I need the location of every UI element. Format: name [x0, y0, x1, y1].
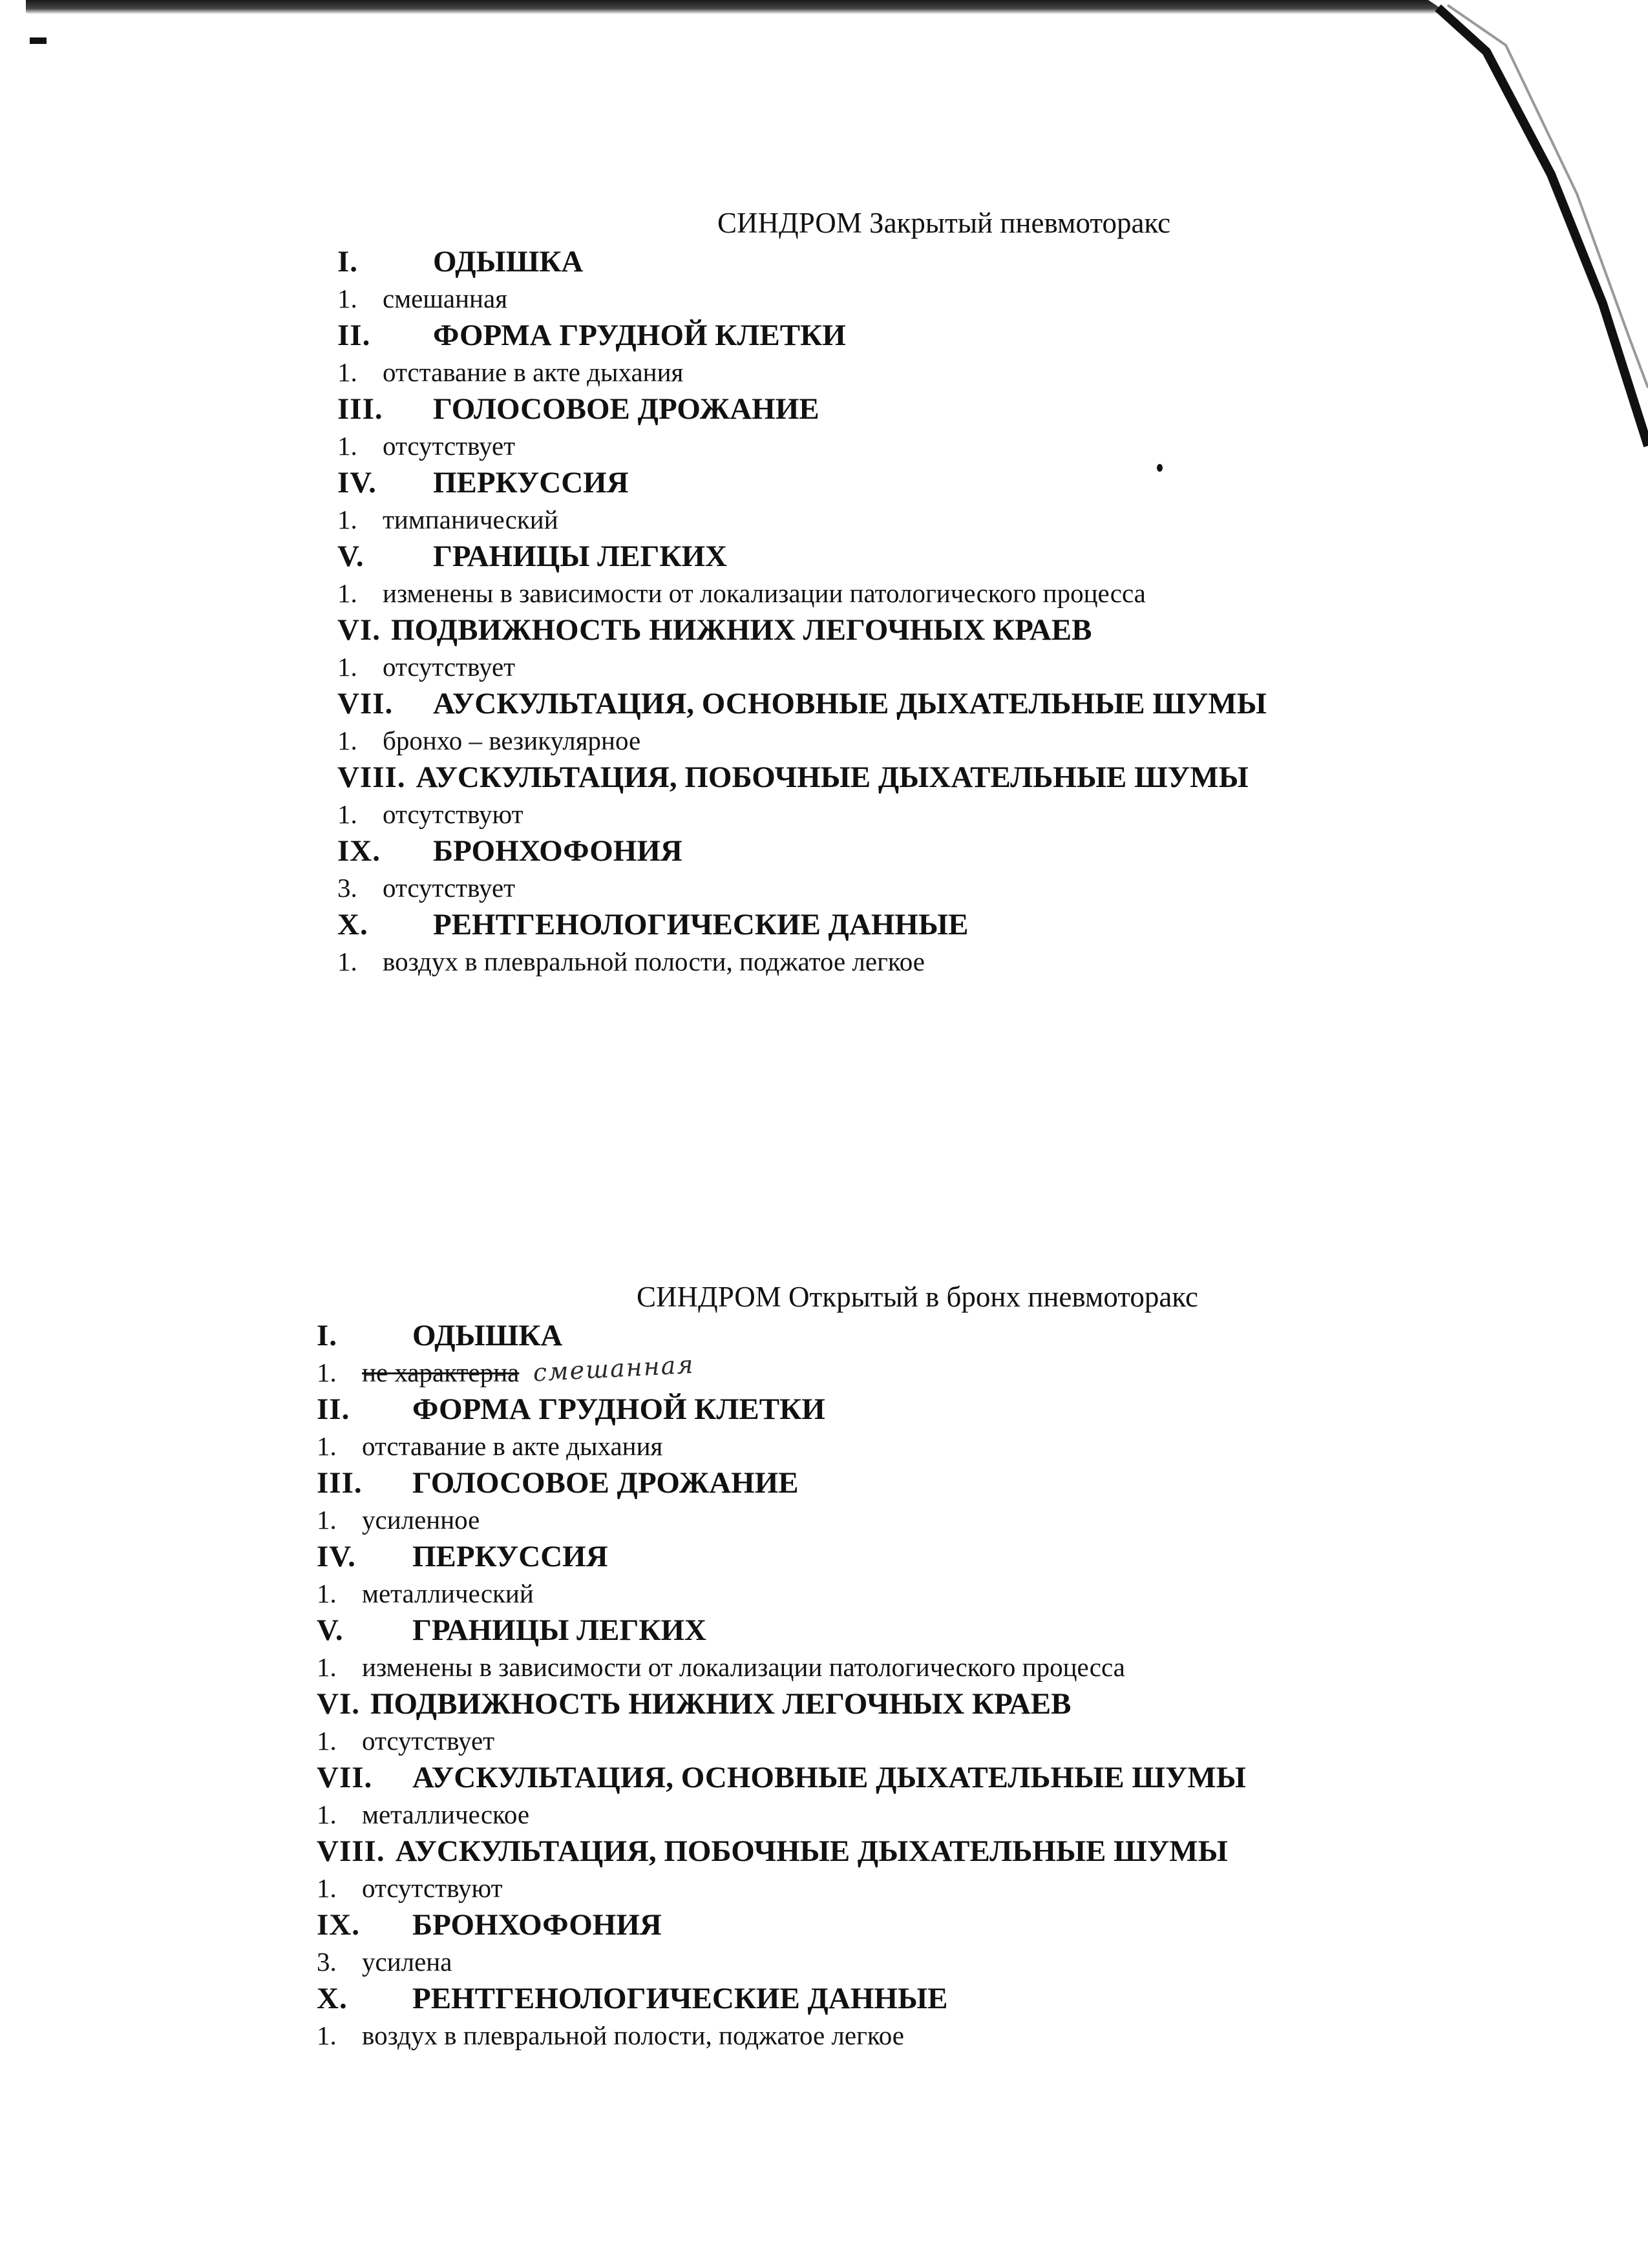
item-number: 1. [337, 947, 357, 976]
section-heading [337, 759, 1371, 796]
section-heading [337, 317, 1371, 354]
item-text: отсутствуют [383, 799, 523, 829]
section-title: ПОДВИЖНОСТЬ НИЖНИХ ЛЕГОЧНЫХ КРАЕВ [390, 613, 1092, 647]
section-title: ФОРМА ГРУДНОЙ КЛЕТКИ [412, 1392, 825, 1426]
section-title: БРОНХОФОНИЯ [412, 1908, 662, 1942]
item-number: 1. [317, 1505, 337, 1535]
item-text: бронхо – везикулярное [383, 726, 641, 755]
section-title: АУСКУЛЬТАЦИЯ, ОСНОВНЫЕ ДЫХАТЕЛЬНЫЕ ШУМЫ [433, 687, 1267, 720]
section-number: I. [337, 245, 359, 278]
item-text: изменены в зависимости от локализации патологического процесса [383, 578, 1146, 608]
list-item [317, 1796, 1351, 1832]
section-number: IV. [317, 1540, 356, 1573]
list-item [337, 575, 1371, 611]
item-text: отсутствует [383, 431, 516, 461]
section-number: II. [337, 319, 371, 352]
list-item [337, 428, 1371, 464]
item-number: 1. [337, 505, 357, 534]
section-heading [317, 1832, 1351, 1870]
item-text: изменены в зависимости от локализации патологического процесса [362, 1652, 1125, 1682]
list-item [337, 501, 1371, 538]
section-number: V. [337, 540, 364, 573]
section-number: VI. [317, 1687, 360, 1721]
section-heading [317, 1759, 1351, 1796]
section-heading [317, 1317, 1351, 1354]
list-item [317, 1502, 1351, 1538]
section-heading [337, 390, 1371, 428]
section-heading [337, 685, 1371, 722]
list-item [317, 1649, 1351, 1685]
section-title: ГОЛОСОВОЕ ДРОЖАНИЕ [433, 392, 819, 426]
section-number: VI. [337, 613, 381, 647]
list-item [317, 1723, 1351, 1759]
item-text: отсутствует [383, 873, 516, 903]
list-item [317, 2017, 1351, 2053]
scan-top-edge [26, 0, 1467, 14]
item-text: усиленное [362, 1505, 480, 1535]
section-heading [317, 1538, 1351, 1575]
item-number: 1. [337, 431, 357, 461]
item-text: тимпанический [383, 505, 558, 534]
item-number: 1. [317, 2021, 337, 2050]
syndrome-title: СИНДРОМ Открытый в бронх пневмоторакс [637, 1281, 1199, 1313]
section-heading [337, 243, 1371, 280]
section-number: VIII. [317, 1834, 385, 1868]
list-item [317, 1870, 1351, 1906]
section-heading [337, 538, 1371, 575]
section-title: БРОНХОФОНИЯ [433, 834, 682, 868]
list-item [317, 1944, 1351, 1980]
item-number: 1. [337, 357, 357, 387]
list-item [337, 722, 1371, 759]
section-title: ПОДВИЖНОСТЬ НИЖНИХ ЛЕГОЧНЫХ КРАЕВ [370, 1687, 1072, 1721]
section-heading [317, 1464, 1351, 1502]
section-title: ГРАНИЦЫ ЛЕГКИХ [412, 1613, 706, 1647]
item-text: металлический [362, 1579, 534, 1608]
list-item [337, 280, 1371, 317]
list-item [337, 870, 1371, 906]
item-number: 1. [317, 1873, 337, 1903]
section-heading [337, 464, 1371, 501]
handwritten-correction: смешанная [533, 1350, 695, 1387]
section-number: I. [317, 1319, 338, 1352]
section-number: III. [317, 1466, 363, 1500]
section-heading [317, 1906, 1351, 1944]
item-text: отсутствует [362, 1726, 495, 1756]
section-title: ОДЫШКА [412, 1319, 563, 1352]
section-number: VIII. [337, 761, 406, 794]
item-text: отставание в акте дыхания [362, 1431, 663, 1461]
item-number: 1. [337, 284, 357, 313]
item-text: усилена [362, 1947, 452, 1977]
item-text-struck: не характерна [362, 1358, 520, 1387]
item-text: отсутствуют [362, 1873, 503, 1903]
item-number: 1. [317, 1652, 337, 1682]
item-text: металлическое [362, 1800, 530, 1829]
list-item [317, 1350, 1351, 1391]
section-number: IX. [337, 834, 381, 868]
section-number: V. [317, 1613, 344, 1647]
item-text: отсутствует [383, 652, 516, 682]
section-title: ГРАНИЦЫ ЛЕГКИХ [433, 540, 727, 573]
item-text: воздух в плевральной полости, поджатое легкое [383, 947, 925, 976]
section-heading [317, 1612, 1351, 1649]
item-number: 1. [337, 726, 357, 755]
section-number: X. [317, 1982, 348, 2015]
section-title: РЕНТГЕНОЛОГИЧЕСКИЕ ДАННЫЕ [433, 908, 969, 941]
section-heading [317, 1685, 1351, 1723]
section-number: VII. [337, 687, 394, 720]
section-title: АУСКУЛЬТАЦИЯ, ПОБОЧНЫЕ ДЫХАТЕЛЬНЫЕ ШУМЫ [416, 761, 1249, 794]
section-number: VII. [317, 1761, 373, 1794]
item-text: отставание в акте дыхания [383, 357, 684, 387]
item-number: 1. [337, 799, 357, 829]
list-item [337, 796, 1371, 832]
section-heading [337, 832, 1371, 870]
section-number: IV. [337, 466, 377, 499]
section-heading [337, 611, 1371, 649]
list-item [337, 649, 1371, 685]
section-number: X. [337, 908, 368, 941]
item-number: 3. [317, 1947, 337, 1977]
section-title: ПЕРКУССИЯ [412, 1540, 608, 1573]
item-text: смешанная [383, 284, 508, 313]
item-number: 1. [317, 1800, 337, 1829]
section-title: АУСКУЛЬТАЦИЯ, ОСНОВНЫЕ ДЫХАТЕЛЬНЫЕ ШУМЫ [412, 1761, 1246, 1794]
item-text: воздух в плевральной полости, поджатое легкое [362, 2021, 904, 2050]
section-number: III. [337, 392, 383, 426]
item-number: 1. [317, 1579, 337, 1608]
syndrome-block-open [317, 1279, 1351, 2053]
list-item [317, 1575, 1351, 1612]
section-heading [337, 906, 1371, 943]
section-title: ОДЫШКА [433, 245, 584, 278]
scan-mark [30, 37, 47, 44]
item-number: 1. [317, 1431, 337, 1461]
section-number: II. [317, 1392, 350, 1426]
section-title: ГОЛОСОВОЕ ДРОЖАНИЕ [412, 1466, 799, 1500]
section-heading [317, 1391, 1351, 1428]
item-number: 1. [317, 1726, 337, 1756]
list-item [317, 1428, 1351, 1464]
item-number: 1. [337, 652, 357, 682]
item-number: 3. [337, 873, 357, 903]
item-number: 1. [317, 1358, 337, 1387]
item-number: 1. [337, 578, 357, 608]
section-title: ФОРМА ГРУДНОЙ КЛЕТКИ [433, 319, 846, 352]
section-title: ПЕРКУССИЯ [433, 466, 629, 499]
section-number: IX. [317, 1908, 360, 1942]
list-item [337, 354, 1371, 390]
section-title: РЕНТГЕНОЛОГИЧЕСКИЕ ДАННЫЕ [412, 1982, 948, 2015]
section-title: АУСКУЛЬТАЦИЯ, ПОБОЧНЫЕ ДЫХАТЕЛЬНЫЕ ШУМЫ [395, 1834, 1228, 1868]
list-item [337, 943, 1371, 980]
section-heading [317, 1980, 1351, 2017]
syndrome-title: СИНДРОМ Закрытый пневмоторакс [717, 207, 1171, 239]
syndrome-block-closed [337, 205, 1371, 980]
